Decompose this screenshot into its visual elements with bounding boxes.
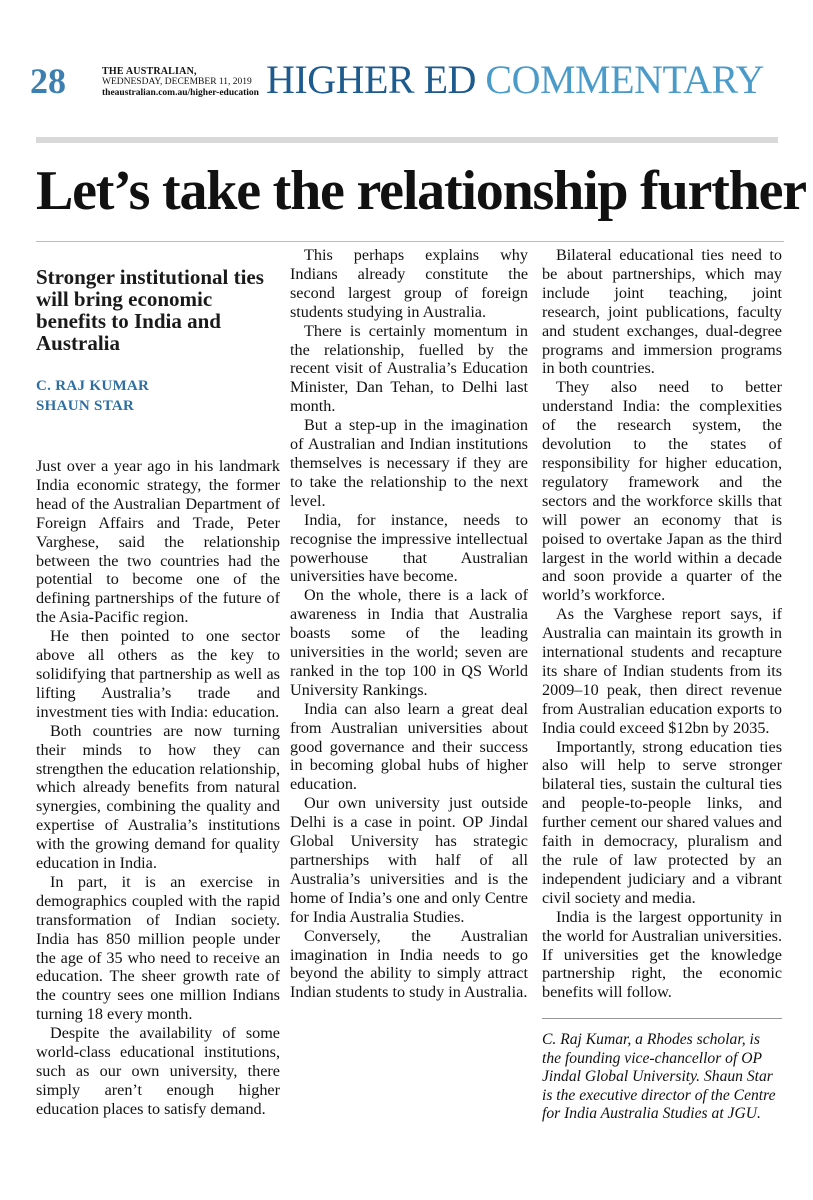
paragraph: Just over a year ago in his landmark India economic strategy, the former head of the Australian Department of Foreign Affairs and Trade, Peter Varghese, said the relationship between the two countries had the potential to become one of the defining partnerships of the future of the Asia-Pacific region. — [36, 457, 280, 627]
paragraph: Importantly, strong education ties also will help to serve stronger bilateral ties, sustain the cultural ties and people-to-people links, and further cement our shared values and faith in democracy, pluralism and the rule of law protected by an independent judiciary and a vibrant civil society and media. — [542, 737, 782, 907]
paragraph: Despite the availability of some world-class educational institutions, such as our own university, there simply aren’t enough higher education places to satisfy demand. — [36, 1024, 280, 1118]
paragraph: In part, it is an exercise in demographics coupled with the rapid transformation of Indian society. India has 850 million people under the age of 35 who need to receive an education. The sheer growth rate of the country sees one million Indians turning 18 every month. — [36, 872, 280, 1024]
paragraph: There is certainly momentum in the relationship, fuelled by the recent visit of Australia’s Education Minister, Dan Tehan, to Delhi last month. — [290, 321, 528, 416]
paragraph: India can also learn a great deal from Australian universities about good governance and their success in becoming global hubs of higher education. — [290, 699, 528, 794]
paragraph: India is the largest opportunity in the world for Australian universities. If universities get the knowledge partnership right, the economic benefits will follow. — [542, 907, 782, 1002]
publication-info — [102, 66, 259, 99]
column-3 — [542, 246, 782, 1124]
bio-divider — [542, 1018, 782, 1019]
paragraph: India, for instance, needs to recognise the impressive intellectual powerhouse that Australian universities have become. — [290, 510, 528, 586]
paragraph: As the Varghese report says, if Australia can maintain its growth in international students and recapture its share of Indian students from its 2009–10 peak, then direct revenue from Australian education exports to India could exceed $12bn by 2035. — [542, 605, 782, 737]
page-number: 28 — [30, 61, 66, 101]
paragraph: Bilateral educational ties need to be about partnerships, which may include joint teaching, joint research, joint publications, faculty and student exchanges, dual-degree programs and immersion programs in both countries. — [542, 246, 782, 378]
paragraph: On the whole, there is a lack of awareness in India that Australia boasts some of the leading universities in the world; seven are ranked in the top 100 in QS World University Rankings. — [290, 586, 528, 699]
paragraph: He then pointed to one sector above all others as the key to solidifying that partnership as well as lifting Australia’s trade and investment ties with India: education. — [36, 627, 280, 721]
section-title — [266, 58, 764, 102]
masthead — [30, 57, 790, 110]
publication-url: theaustralian.com.au/higher-education — [102, 88, 259, 98]
top-rule — [36, 137, 778, 143]
column-1-header — [36, 246, 280, 416]
paragraph: Our own university just outside Delhi is a case in point. OP Jindal Global University has strategic partnerships with half of all Australia’s universities and is the home of India’s one and only Centre for India Australia Studies. — [290, 794, 528, 926]
publication-date: WEDNESDAY, DECEMBER 11, 2019 — [102, 77, 252, 87]
column-1 — [36, 457, 280, 1119]
byline-author: SHAUN STAR — [36, 398, 135, 414]
bylines — [36, 376, 280, 416]
section-main: HIGHER ED — [266, 57, 476, 102]
paragraph: This perhaps explains why Indians already constitute the second largest group of foreign students studying in Australia. — [290, 246, 528, 321]
paragraph: Both countries are now turning their minds to how they can strengthen the education relationship, which already benefits from natural synergies, combining the quality and expertise of Australia’s institutions with the growing demand for quality education in India. — [36, 721, 280, 873]
column-2 — [290, 246, 528, 1002]
section-sub: COMMENTARY — [485, 57, 764, 102]
paragraph: Conversely, the Australian imagination in India needs to go beyond the ability to simply attract Indian students to study in Australia. — [290, 926, 528, 1002]
paragraph: But a step-up in the imagination of Australian and Indian institutions themselves is necessary if they are to take the relationship to the next level. — [290, 416, 528, 510]
headline: Let’s take the relationship further — [36, 160, 806, 222]
publication-name: THE AUSTRALIAN, — [102, 66, 197, 77]
headline-rule — [36, 241, 784, 242]
standfirst: Stronger institutional ties will bring economic benefits to India and Australia — [36, 265, 264, 355]
author-bio: C. Raj Kumar, a Rhodes scholar, is the founding vice-chancellor of OP Jindal Global University. Shaun Star is the executive director of the Centre for India Australia Studies at JGU. — [542, 1031, 776, 1123]
paragraph: They also need to better understand India: the complexities of the research system, the devolution to the states of responsibility for higher education, regulatory framework and the sectors and the workforce skills that will power an economy that is poised to overtake Japan as the third largest in the world within a decade and soon provide a quarter of the world’s workforce. — [542, 378, 782, 605]
byline-author: C. RAJ KUMAR — [36, 378, 150, 394]
